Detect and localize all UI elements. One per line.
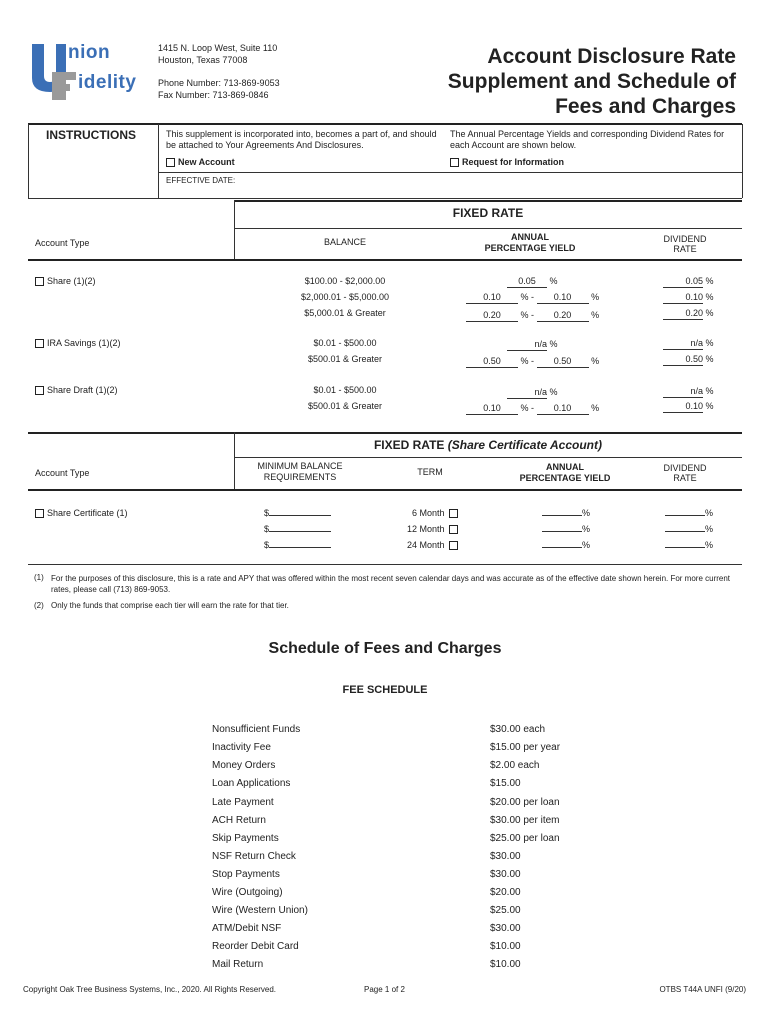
divider (28, 432, 742, 434)
ira-div1-value: n/a (663, 338, 703, 350)
draft-option[interactable] (35, 385, 118, 395)
dash: - (531, 292, 535, 302)
draft-div-tier1 (663, 386, 714, 398)
share-apy1-value: 0.05 (507, 276, 547, 288)
fee-name: Wire (Western Union) (212, 905, 308, 916)
term-checkbox[interactable] (449, 525, 458, 534)
draft-apy2b-value: 0.10 (537, 403, 589, 415)
fee-value: $30.00 each (490, 724, 546, 735)
cert-min-balance-1[interactable] (264, 508, 331, 518)
cert-min-balance-2[interactable] (264, 524, 331, 534)
draft-apy-tier2 (466, 403, 599, 415)
schedule-subtitle: FEE SCHEDULE (342, 684, 428, 696)
fee-value: $20.00 per loan (490, 797, 560, 808)
cert-col-dividend (640, 463, 730, 483)
cert-col-min-line1: MINIMUM BALANCE (257, 461, 343, 471)
footer-form-id: OTBS T44A UNFI (9/20) (659, 985, 746, 994)
term-label: 12 Month (406, 524, 445, 534)
share-apy2b-value: 0.10 (537, 292, 589, 304)
col-dividend-line1: DIVIDEND (663, 234, 707, 244)
footnote-1-text: For the purposes of this disclosure, this is a rate and APY that was offered within the most recent seven calendar days and was accurate as of the effective date shown herein. For more current rates, please call (713) 869-9053. (51, 574, 731, 594)
instructions-label: INSTRUCTIONS (46, 128, 136, 142)
divider (234, 200, 742, 202)
certificate-title (234, 438, 742, 452)
share-div-tier3 (663, 308, 714, 320)
percent-sign: % (705, 276, 714, 286)
fee-name: Nonsufficient Funds (212, 724, 301, 735)
fee-value: $30.00 per item (490, 815, 560, 826)
fee-name: Wire (Outgoing) (212, 887, 283, 898)
address-line2: Houston, Texas 77008 (158, 55, 248, 65)
fee-value: $10.00 (490, 941, 521, 952)
col-dividend-line2: RATE (673, 244, 697, 254)
fee-name: Inactivity Fee (212, 742, 271, 753)
new-account-label: New Account (178, 157, 235, 167)
share-apy3a-value: 0.20 (466, 310, 518, 322)
fee-value: $30.00 (490, 851, 521, 862)
doc-title (448, 44, 736, 119)
fee-value: $15.00 per year (490, 742, 561, 753)
divider (158, 124, 159, 198)
cert-col-min-line2: REQUIREMENTS (263, 472, 337, 482)
doc-title-line3: Fees and Charges (555, 95, 736, 118)
percent-sign: % (705, 524, 714, 534)
cert-apy-1[interactable] (542, 508, 590, 518)
draft-div1-value: n/a (663, 386, 703, 398)
cert-div-1[interactable] (665, 508, 713, 518)
fee-name: Money Orders (212, 760, 276, 771)
ira-balance-tier2: $500.01 & Greater (307, 354, 383, 364)
fee-name: Loan Applications (212, 778, 291, 789)
percent-sign: % (549, 339, 558, 349)
cert-div-field[interactable] (665, 531, 705, 532)
divider (28, 198, 742, 199)
term-24-month[interactable] (380, 540, 458, 550)
footnote-2-number: (2) (34, 601, 44, 610)
fee-value: $15.00 (490, 778, 521, 789)
cert-apy-field[interactable] (542, 515, 582, 516)
draft-balance-tier2: $500.01 & Greater (307, 401, 383, 411)
fee-name: Reorder Debit Card (212, 941, 299, 952)
fee-name: ACH Return (212, 815, 266, 826)
cert-col-dividend-line2: RATE (673, 473, 697, 483)
percent-sign: % (520, 356, 529, 366)
ira-div2-value: 0.50 (663, 354, 703, 366)
ira-div-tier1 (663, 338, 714, 350)
dash: - (531, 403, 535, 413)
fee-name: Mail Return (212, 959, 264, 970)
draft-apy2a-value: 0.10 (466, 403, 518, 415)
fax-number: Fax Number: 713-869-0846 (158, 90, 269, 100)
certificate-title-plain: FIXED RATE (373, 438, 448, 452)
share-option[interactable] (35, 276, 96, 286)
request-info-option[interactable] (450, 157, 564, 167)
divider (28, 259, 742, 261)
footer-page-number: Page 1 of 2 (364, 985, 405, 994)
fee-value: $25.00 per loan (490, 833, 560, 844)
cert-col-dividend-line1: DIVIDEND (663, 463, 707, 473)
cert-min-balance-field[interactable] (269, 515, 331, 516)
cert-min-balance-field[interactable] (269, 547, 331, 548)
percent-sign: % (705, 308, 714, 318)
fee-value: $30.00 (490, 923, 521, 934)
divider (158, 172, 742, 173)
share-div-tier2 (663, 292, 714, 304)
cert-div-field[interactable] (665, 515, 705, 516)
dollar-sign: $ (264, 508, 270, 518)
share-apy3b-value: 0.20 (537, 310, 589, 322)
fee-value: $2.00 each (490, 760, 540, 771)
divider (28, 123, 742, 125)
percent-sign: % (520, 403, 529, 413)
phone-number: Phone Number: 713-869-9053 (158, 78, 280, 88)
cert-apy-2[interactable] (542, 524, 590, 534)
divider (742, 124, 743, 198)
footnote-1-number: (1) (34, 573, 44, 582)
cert-div-field[interactable] (665, 547, 705, 548)
cert-apy-field[interactable] (542, 547, 582, 548)
fee-value: $25.00 (490, 905, 521, 916)
cert-col-apy-line2: PERCENTAGE YIELD (519, 473, 611, 483)
ira-apy-tier1 (507, 339, 558, 351)
dollar-sign: $ (264, 524, 270, 534)
term-label: 6 Month (411, 508, 445, 518)
col-account-type: Account Type (35, 238, 90, 248)
cert-apy-field[interactable] (542, 531, 582, 532)
term-6-month[interactable] (380, 508, 458, 518)
cert-min-balance-field[interactable] (269, 531, 331, 532)
fee-value: $10.00 (490, 959, 521, 970)
share-apy2a-value: 0.10 (466, 292, 518, 304)
certificate-option[interactable] (35, 508, 128, 518)
col-apy (450, 232, 610, 254)
percent-sign: % (582, 540, 591, 550)
footer-copyright: Copyright Oak Tree Business Systems, Inc., 2020. All Rights Reserved. (23, 985, 276, 994)
fee-name: Late Payment (212, 797, 274, 808)
percent-sign: % (549, 276, 558, 286)
term-label: 24 Month (406, 540, 445, 550)
col-dividend (640, 234, 730, 254)
dash: - (531, 310, 535, 320)
term-checkbox[interactable] (449, 509, 458, 518)
cert-col-min-balance (240, 461, 360, 483)
cert-apy-3[interactable] (542, 540, 590, 550)
col-apy-line1: ANNUAL (511, 232, 549, 242)
fee-name: Stop Payments (212, 869, 280, 880)
ira-apy1-value: n/a (507, 339, 547, 351)
effective-date-label: EFFECTIVE DATE: (166, 176, 236, 185)
cert-div-2[interactable] (665, 524, 713, 534)
share-div3-value: 0.20 (663, 308, 703, 320)
share-apy-tier3 (466, 310, 599, 322)
divider (234, 228, 742, 229)
doc-title-line2: Supplement and Schedule of (447, 70, 736, 93)
percent-sign: % (582, 508, 591, 518)
divider (28, 124, 29, 198)
cert-col-term: TERM (417, 467, 443, 477)
divider (28, 564, 742, 565)
col-apy-line2: PERCENTAGE YIELD (484, 243, 576, 253)
cert-min-balance-3[interactable] (264, 540, 331, 550)
share-balance-tier3: $5,000.01 & Greater (304, 308, 386, 318)
cert-col-apy (490, 462, 640, 484)
certificate-checkbox[interactable] (35, 509, 44, 518)
ira-apy2b-value: 0.50 (537, 356, 589, 368)
draft-div2-value: 0.10 (663, 401, 703, 413)
new-account-option[interactable] (166, 157, 235, 167)
share-div2-value: 0.10 (663, 292, 703, 304)
term-12-month[interactable] (380, 524, 458, 534)
col-balance: BALANCE (323, 237, 367, 247)
certificate-title-italic: (Share Certificate Account) (447, 438, 603, 452)
ira-checkbox[interactable] (35, 339, 44, 348)
ira-div-tier2 (663, 354, 714, 366)
share-apy-tier1 (507, 276, 558, 288)
share-balance-tier1: $100.00 - $2,000.00 (304, 276, 386, 286)
ira-apy2a-value: 0.50 (466, 356, 518, 368)
percent-sign: % (705, 292, 714, 302)
percent-sign: % (591, 310, 600, 320)
percent-sign: % (705, 386, 714, 396)
new-account-checkbox[interactable] (166, 158, 175, 167)
term-checkbox[interactable] (449, 541, 458, 550)
draft-label: Share Draft (1)(2) (47, 385, 118, 395)
percent-sign: % (520, 292, 529, 302)
draft-checkbox[interactable] (35, 386, 44, 395)
cert-col-account-type: Account Type (35, 468, 90, 478)
share-div1-value: 0.05 (663, 276, 703, 288)
share-balance-tier2: $2,000.01 - $5,000.00 (300, 292, 390, 302)
fee-name: NSF Return Check (212, 851, 296, 862)
fixed-rate-title: FIXED RATE (452, 206, 524, 220)
footnote-2-text: Only the funds that comprise each tier will earn the rate for that tier. (51, 601, 289, 610)
ira-apy-tier2 (466, 356, 599, 368)
percent-sign: % (705, 540, 714, 550)
fee-value: $30.00 (490, 869, 521, 880)
percent-sign: % (705, 354, 714, 364)
ira-label: IRA Savings (1)(2) (47, 338, 121, 348)
dollar-sign: $ (264, 540, 270, 550)
share-checkbox[interactable] (35, 277, 44, 286)
ira-option[interactable] (35, 338, 121, 348)
instructions-text-left: This supplement is incorporated into, becomes a part of, and should be attached to Your Agreements And Disclosures. (166, 129, 437, 150)
draft-apy1-value: n/a (507, 387, 547, 399)
dash: - (531, 356, 535, 366)
percent-sign: % (520, 310, 529, 320)
request-info-checkbox[interactable] (450, 158, 459, 167)
certificate-label: Share Certificate (1) (47, 508, 128, 518)
percent-sign: % (591, 356, 600, 366)
draft-div-tier2 (663, 401, 714, 413)
logo-text-bottom: idelity (78, 72, 137, 93)
share-apy-tier2 (466, 292, 599, 304)
address-line1: 1415 N. Loop West, Suite 110 (158, 43, 278, 53)
fee-value: $20.00 (490, 887, 521, 898)
request-info-label: Request for Information (462, 157, 565, 167)
logo-text-top: nion (68, 42, 111, 63)
percent-sign: % (705, 338, 714, 348)
cert-div-3[interactable] (665, 540, 713, 550)
fee-name: Skip Payments (212, 833, 279, 844)
percent-sign: % (591, 403, 600, 413)
percent-sign: % (705, 508, 714, 518)
draft-balance-tier1: $0.01 - $500.00 (313, 385, 377, 395)
fee-name: ATM/Debit NSF (212, 923, 282, 934)
share-div-tier1 (663, 276, 714, 288)
percent-sign: % (591, 292, 600, 302)
percent-sign: % (582, 524, 591, 534)
divider (234, 457, 742, 458)
percent-sign: % (549, 387, 558, 397)
instructions-text-right: The Annual Percentage Yields and corresponding Dividend Rates for each Account are shown below. (450, 129, 725, 150)
cert-col-apy-line1: ANNUAL (546, 462, 584, 472)
percent-sign: % (705, 401, 714, 411)
draft-apy-tier1 (507, 387, 558, 399)
share-label: Share (1)(2) (47, 276, 96, 286)
ira-balance-tier1: $0.01 - $500.00 (313, 338, 377, 348)
schedule-title: Schedule of Fees and Charges (268, 640, 502, 657)
divider (28, 489, 742, 491)
doc-title-line1: Account Disclosure Rate (487, 45, 736, 68)
